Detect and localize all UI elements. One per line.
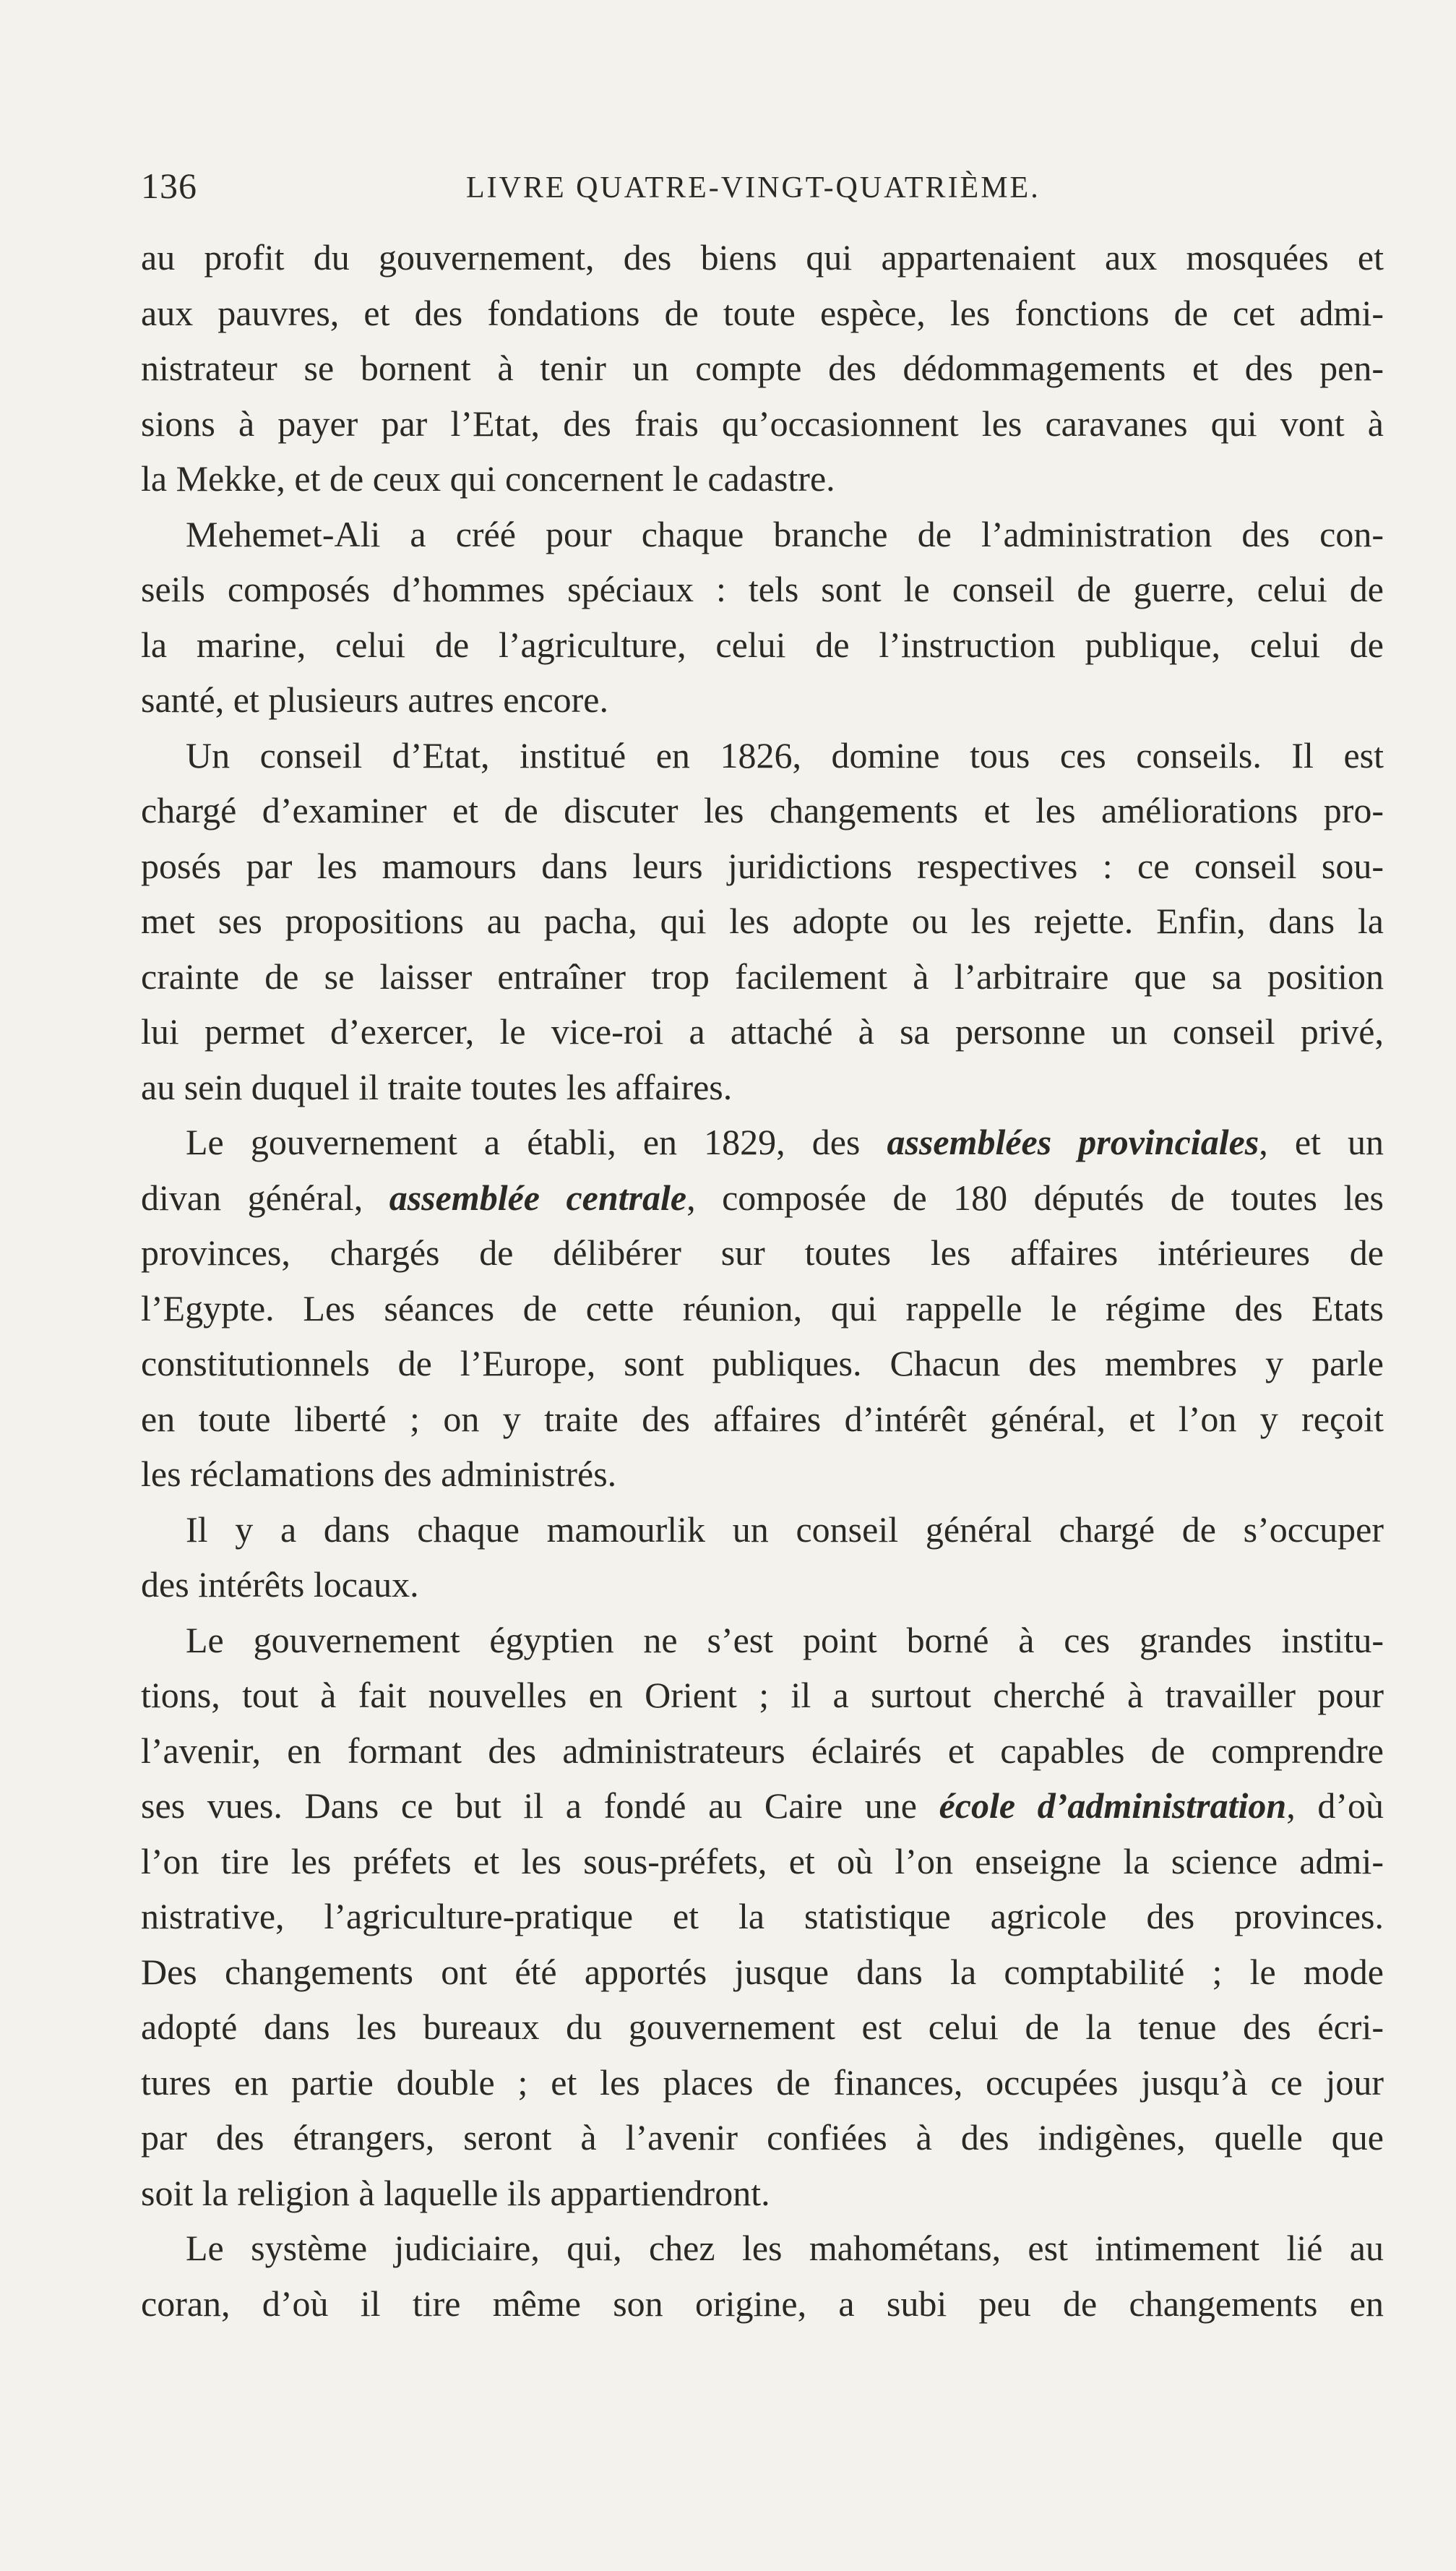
text-line: tures en partie double ; et les places de finances, occupées jusqu’à ce jour: [141, 2061, 1384, 2103]
text-run: , et un: [1259, 1122, 1384, 1162]
text-line: [141, 1115, 1384, 1170]
italic-term: assemblée centrale: [389, 1177, 687, 1218]
page-number: 136: [141, 166, 197, 206]
text-line: soit la religion à laquelle ils appartiendront.: [141, 2172, 770, 2213]
text-line: l’avenir, en formant des administrateurs éclairés et capables de comprendre: [141, 1730, 1384, 1771]
text-line: constitutionnels de l’Europe, sont publiques. Chacun des membres y parle: [141, 1343, 1384, 1383]
text-line: Le gouvernement égyptien ne s’est point borné à ces grandes institu-: [186, 1619, 1384, 1660]
body-text: [141, 230, 1384, 2331]
text-line: au sein duquel il traite toutes les affaires.: [141, 1066, 733, 1107]
text-line: l’on tire les préfets et les sous-préfets, et où l’on enseigne la science admi-: [141, 1840, 1384, 1881]
text-line: nistrative, l’agriculture-pratique et la statistique agricole des provinces.: [141, 1896, 1384, 1936]
text-line: par des étrangers, seront à l’avenir confiées à des indigènes, quelle que: [141, 2117, 1384, 2158]
text-line: Le système judiciaire, qui, chez les mahométans, est intimement lié au: [186, 2228, 1384, 2268]
text-line: au profit du gouvernement, des biens qui appartenaient aux mosquées et: [141, 237, 1384, 278]
text-line: seils composés d’hommes spéciaux : tels sont le conseil de guerre, celui de: [141, 569, 1384, 609]
text-line: [141, 1170, 1384, 1226]
text-line: les réclamations des administrés.: [141, 1454, 617, 1494]
running-title: LIVRE QUATRE-VINGT-QUATRIÈME.: [466, 171, 1041, 205]
text-run: , composée de 180 députés de toutes les: [686, 1177, 1384, 1218]
text-line: sions à payer par l’Etat, des frais qu’occasionnent les caravanes qui vont à: [141, 403, 1384, 444]
text-line: adopté dans les bureaux du gouvernement est celui de la tenue des écri-: [141, 2006, 1384, 2047]
text-line: la Mekke, et de ceux qui concernent le cadastre.: [141, 458, 835, 499]
italic-term: assemblées provinciales: [887, 1122, 1259, 1162]
italic-term: école d’administration: [939, 1785, 1287, 1826]
text-run: divan général,: [141, 1177, 389, 1218]
text-run: ses vues. Dans ce but il a fondé au Caire une: [141, 1785, 939, 1826]
text-run: Le gouvernement a établi, en 1829, des: [186, 1122, 887, 1162]
text-line: met ses propositions au pacha, qui les adopte ou les rejette. Enfin, dans la: [141, 901, 1384, 941]
text-line: provinces, chargés de délibérer sur toutes les affaires intérieures de: [141, 1232, 1384, 1273]
text-line: [141, 1778, 1384, 1834]
text-line: Des changements ont été apportés jusque dans la comptabilité ; le mode: [141, 1951, 1384, 1992]
text-line: en toute liberté ; on y traite des affaires d’intérêt général, et l’on y reçoit: [141, 1398, 1384, 1439]
text-line: la marine, celui de l’agriculture, celui de l’instruction publique, celui de: [141, 624, 1384, 665]
text-line: l’Egypte. Les séances de cette réunion, qui rappelle le régime des Etats: [141, 1287, 1384, 1329]
text-line: coran, d’où il tire même son origine, a subi peu de changements en: [141, 2283, 1384, 2324]
text-line: Un conseil d’Etat, institué en 1826, domine tous ces conseils. Il est: [186, 734, 1384, 776]
text-line: posés par les mamours dans leurs juridictions respectives : ce conseil sou-: [141, 845, 1384, 886]
text-line: des intérêts locaux.: [141, 1564, 419, 1605]
text-line: chargé d’examiner et de discuter les changements et les améliorations pro-: [141, 790, 1384, 830]
page-header: [141, 165, 1384, 215]
text-line: santé, et plusieurs autres encore.: [141, 679, 608, 720]
text-line: tions, tout à fait nouvelles en Orient ; il a surtout cherché à travailler pour: [141, 1675, 1384, 1715]
text-line: Mehemet-Ali a créé pour chaque branche de l’administration des con-: [186, 513, 1384, 554]
text-run: , d’où: [1286, 1785, 1384, 1826]
text-line: crainte de se laisser entraîner trop facilement à l’arbitraire que sa position: [141, 956, 1384, 997]
text-line: nistrateur se bornent à tenir un compte des dédommagements et des pen-: [141, 348, 1384, 388]
text-line: aux pauvres, et des fondations de toute espèce, les fonctions de cet admi-: [141, 292, 1384, 333]
text-line: Il y a dans chaque mamourlik un conseil général chargé de s’occuper: [186, 1508, 1384, 1550]
text-line: lui permet d’exercer, le vice-roi a attaché à sa personne un conseil privé,: [141, 1011, 1384, 1052]
